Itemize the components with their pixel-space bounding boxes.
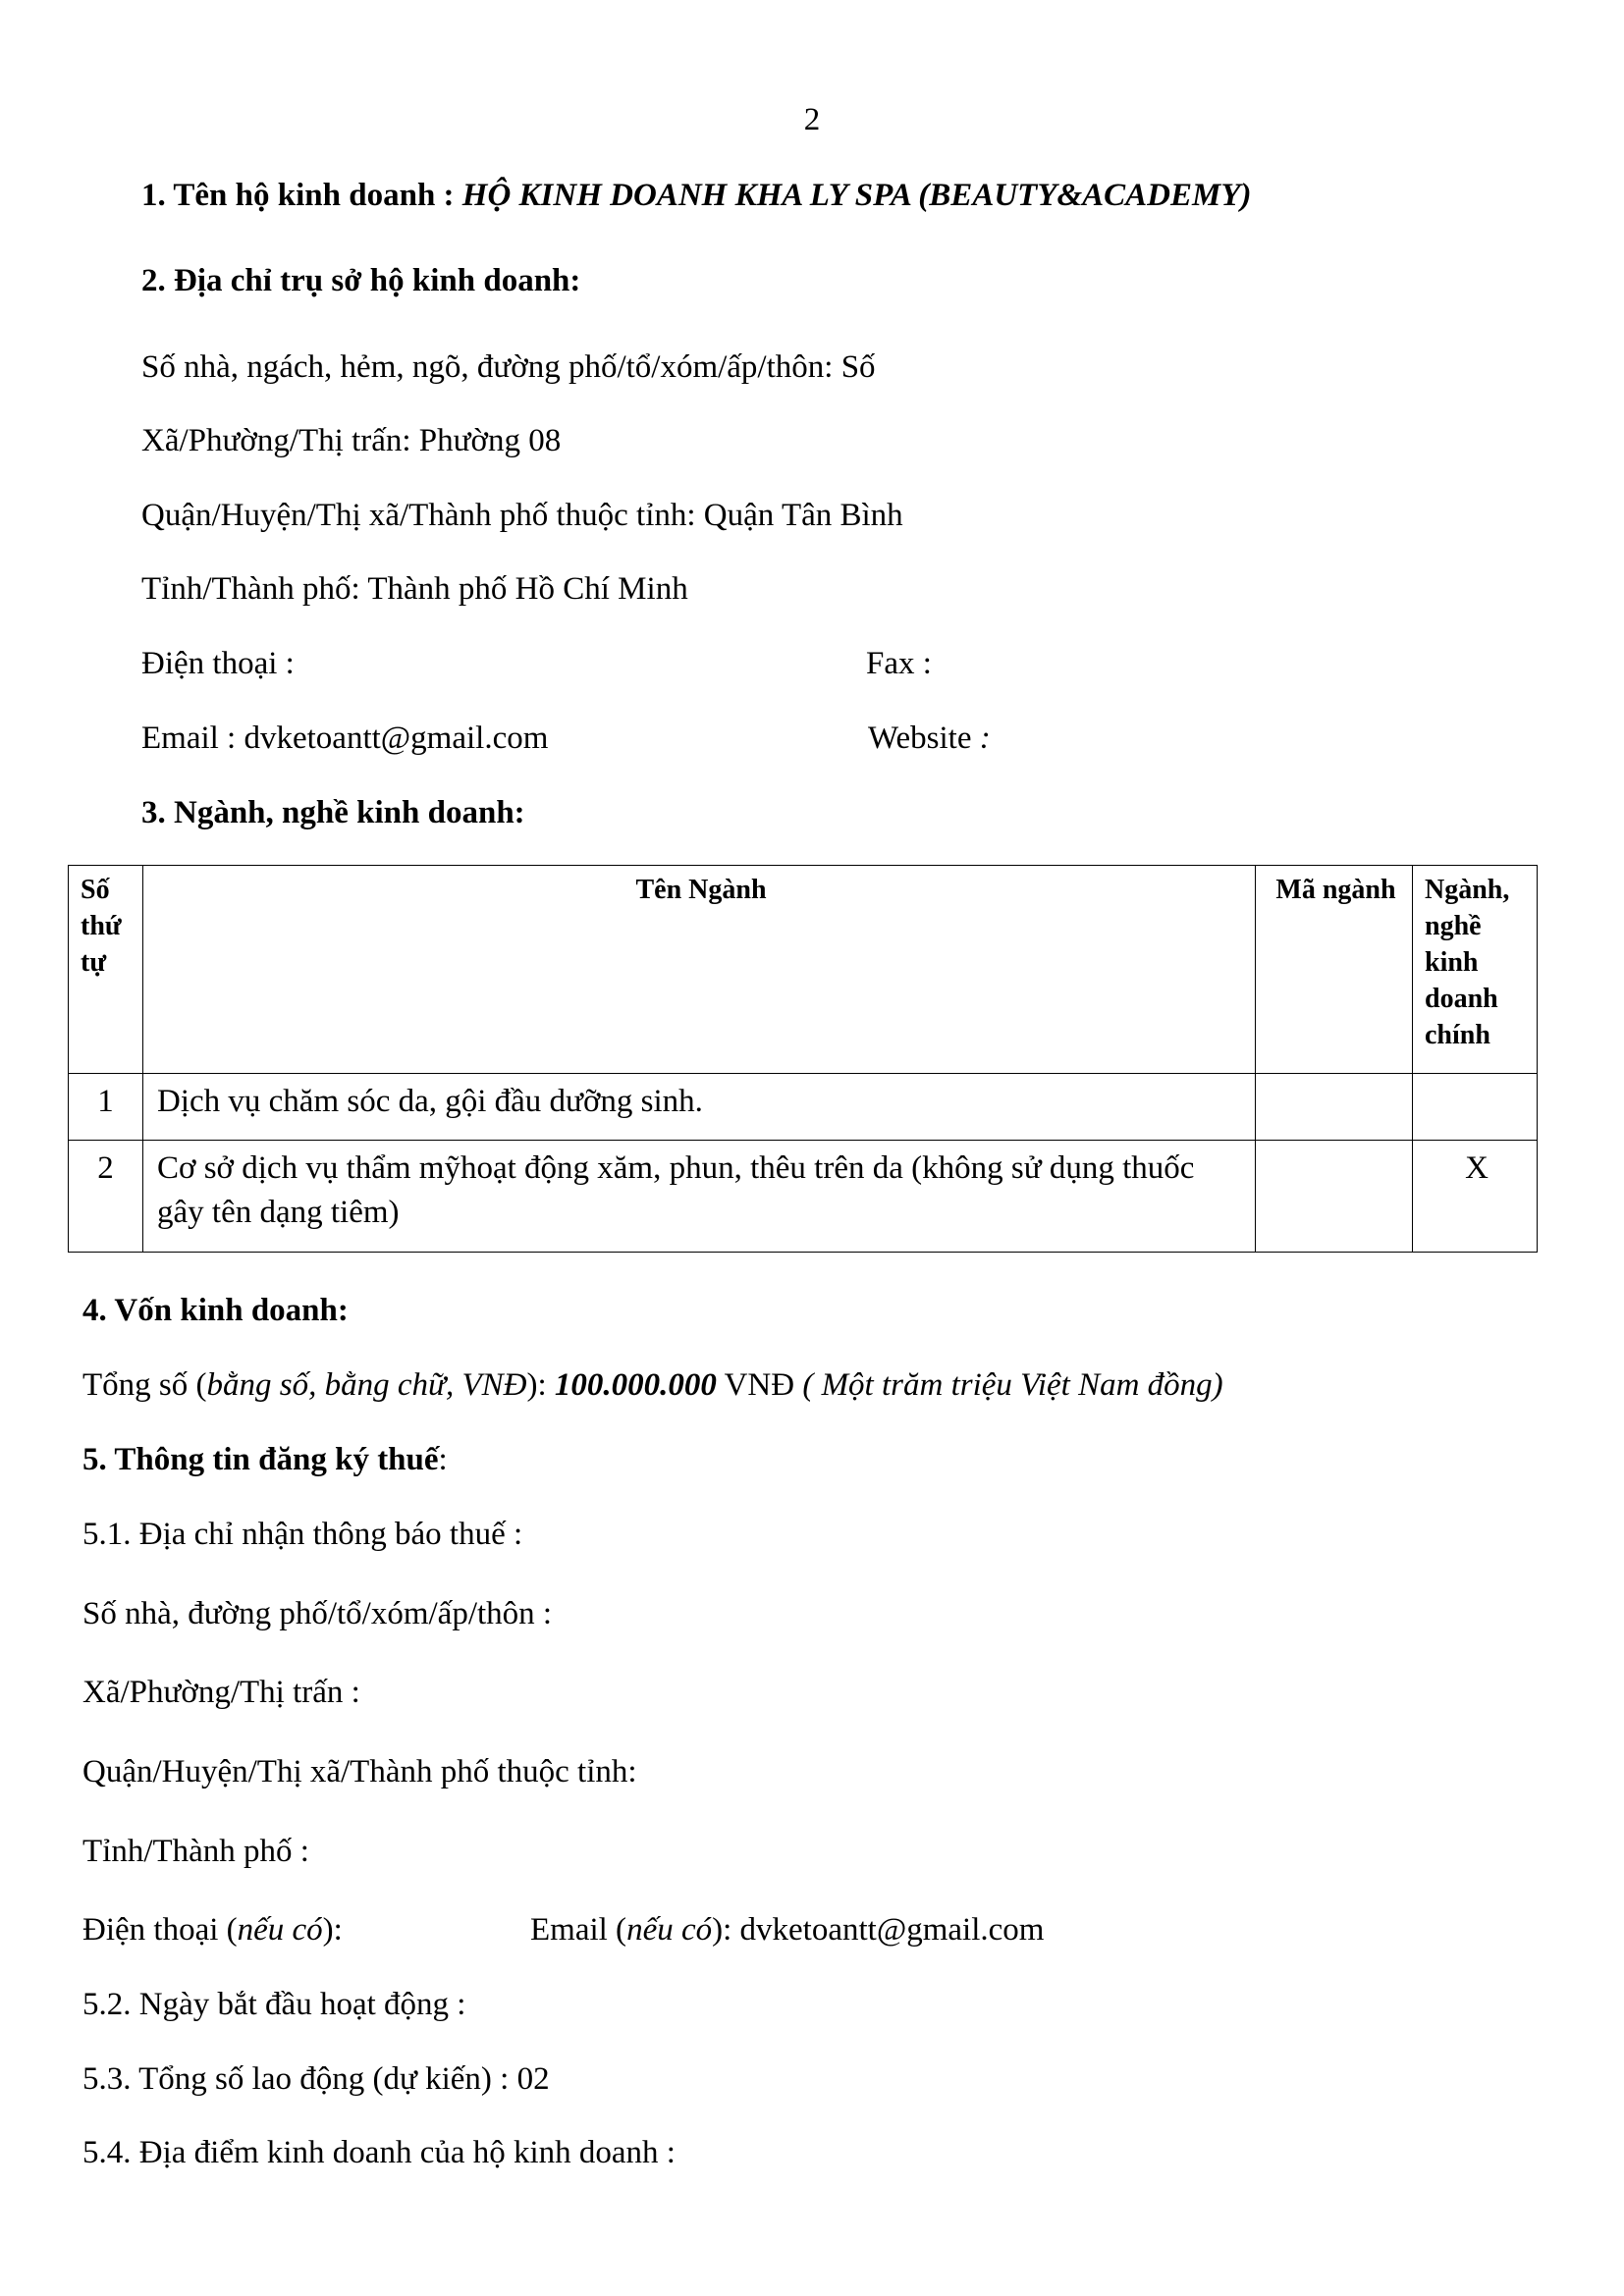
tax-ward: Xã/Phường/Thị trấn : bbox=[82, 1675, 360, 1710]
tax-heading-colon: : bbox=[438, 1442, 448, 1477]
row-ma-nganh bbox=[1256, 1141, 1413, 1253]
address-province: Tỉnh/Thành phố: Thành phố Hồ Chí Minh bbox=[141, 571, 688, 607]
table-header-row bbox=[69, 866, 1538, 1074]
capital-total-line bbox=[82, 1365, 1223, 1405]
industry-heading: 3. Ngành, nghề kinh doanh: bbox=[141, 795, 525, 830]
fax-label: Fax : bbox=[866, 646, 932, 681]
col-header-ma-nganh: Mã ngành bbox=[1256, 866, 1413, 1074]
table-row bbox=[69, 1074, 1538, 1141]
address-heading: 2. Địa chỉ trụ sở hộ kinh doanh: bbox=[141, 263, 581, 298]
capital-mid: ): bbox=[526, 1367, 555, 1403]
tax-phone-optional: nếu có bbox=[237, 1912, 323, 1948]
tax-heading bbox=[82, 1440, 448, 1479]
tax-phone-prefix: Điện thoại ( bbox=[82, 1912, 238, 1948]
email-label: Email : dvketoantt@gmail.com bbox=[141, 721, 549, 756]
labor-count: 5.3. Tổng số lao động (dự kiến) : 02 bbox=[82, 2061, 550, 2097]
page-number: 2 bbox=[803, 102, 821, 137]
website-label bbox=[868, 719, 991, 758]
tax-district: Quận/Huyện/Thị xã/Thành phố thuộc tỉnh: bbox=[82, 1754, 637, 1789]
capital-currency: VNĐ bbox=[716, 1367, 803, 1403]
row-ten-nganh: Dịch vụ chăm sóc da, gội đầu dưỡng sinh. bbox=[143, 1074, 1256, 1141]
business-name-label: 1. Tên hộ kinh doanh : bbox=[141, 178, 462, 213]
tax-phone bbox=[82, 1910, 343, 1949]
tax-email bbox=[530, 1910, 1044, 1949]
col-header-ten-nganh: Tên Ngành bbox=[143, 866, 1256, 1074]
tax-email-prefix: Email ( bbox=[530, 1912, 627, 1948]
row-ma-nganh bbox=[1256, 1074, 1413, 1141]
business-name-value: HỘ KINH DOANH KHA LY SPA (BEAUTY&ACADEMY) bbox=[461, 178, 1252, 213]
tax-heading-text: 5. Thông tin đăng ký thuế bbox=[82, 1442, 439, 1477]
address-ward: Xã/Phường/Thị trấn: Phường 08 bbox=[141, 423, 562, 458]
row-ten-nganh: Cơ sở dịch vụ thẩm mỹhoạt động xăm, phun, thêu trên da (không sử dụng thuốc gây tên dạng tiêm) bbox=[143, 1141, 1256, 1253]
tax-province: Tỉnh/Thành phố : bbox=[82, 1834, 309, 1869]
address-street: Số nhà, ngách, hẻm, ngõ, đường phố/tổ/xóm/ấp/thôn: Số bbox=[141, 349, 876, 385]
tax-street: Số nhà, đường phố/tổ/xóm/ấp/thôn : bbox=[82, 1596, 553, 1631]
capital-heading: 4. Vốn kinh doanh: bbox=[82, 1293, 349, 1328]
start-date: 5.2. Ngày bắt đầu hoạt động : bbox=[82, 1987, 466, 2022]
website-text: Website bbox=[868, 721, 980, 756]
tax-email-suffix: ): dvketoantt@gmail.com bbox=[712, 1912, 1045, 1948]
tax-phone-suffix: ): bbox=[322, 1912, 343, 1948]
business-location: 5.4. Địa điểm kinh doanh của hộ kinh doanh : bbox=[82, 2135, 676, 2170]
row-stt: 2 bbox=[69, 1141, 143, 1253]
tax-notice-address: 5.1. Địa chỉ nhận thông báo thuế : bbox=[82, 1517, 523, 1552]
capital-prefix: Tổng số ( bbox=[82, 1367, 207, 1403]
tax-email-optional: nếu có bbox=[626, 1912, 713, 1948]
row-nganh-chinh bbox=[1413, 1074, 1538, 1141]
phone-label: Điện thoại : bbox=[141, 646, 295, 681]
capital-amount: 100.000.000 bbox=[554, 1367, 717, 1403]
address-district: Quận/Huyện/Thị xã/Thành phố thuộc tỉnh: Quận Tân Bình bbox=[141, 498, 903, 533]
col-header-nganh-chinh: Ngành, nghề kinh doanh chính bbox=[1413, 866, 1538, 1074]
table-row bbox=[69, 1141, 1538, 1253]
industry-table bbox=[68, 865, 1538, 1253]
capital-units: bằng số, bằng chữ, VNĐ bbox=[206, 1367, 527, 1403]
capital-amount-words: ( Một trăm triệu Việt Nam đồng) bbox=[802, 1367, 1223, 1403]
col-header-stt: Số thứ tự bbox=[69, 866, 143, 1074]
business-name-line bbox=[141, 176, 1252, 215]
row-stt: 1 bbox=[69, 1074, 143, 1141]
row-nganh-chinh: X bbox=[1413, 1141, 1538, 1253]
website-colon: : bbox=[979, 721, 991, 756]
